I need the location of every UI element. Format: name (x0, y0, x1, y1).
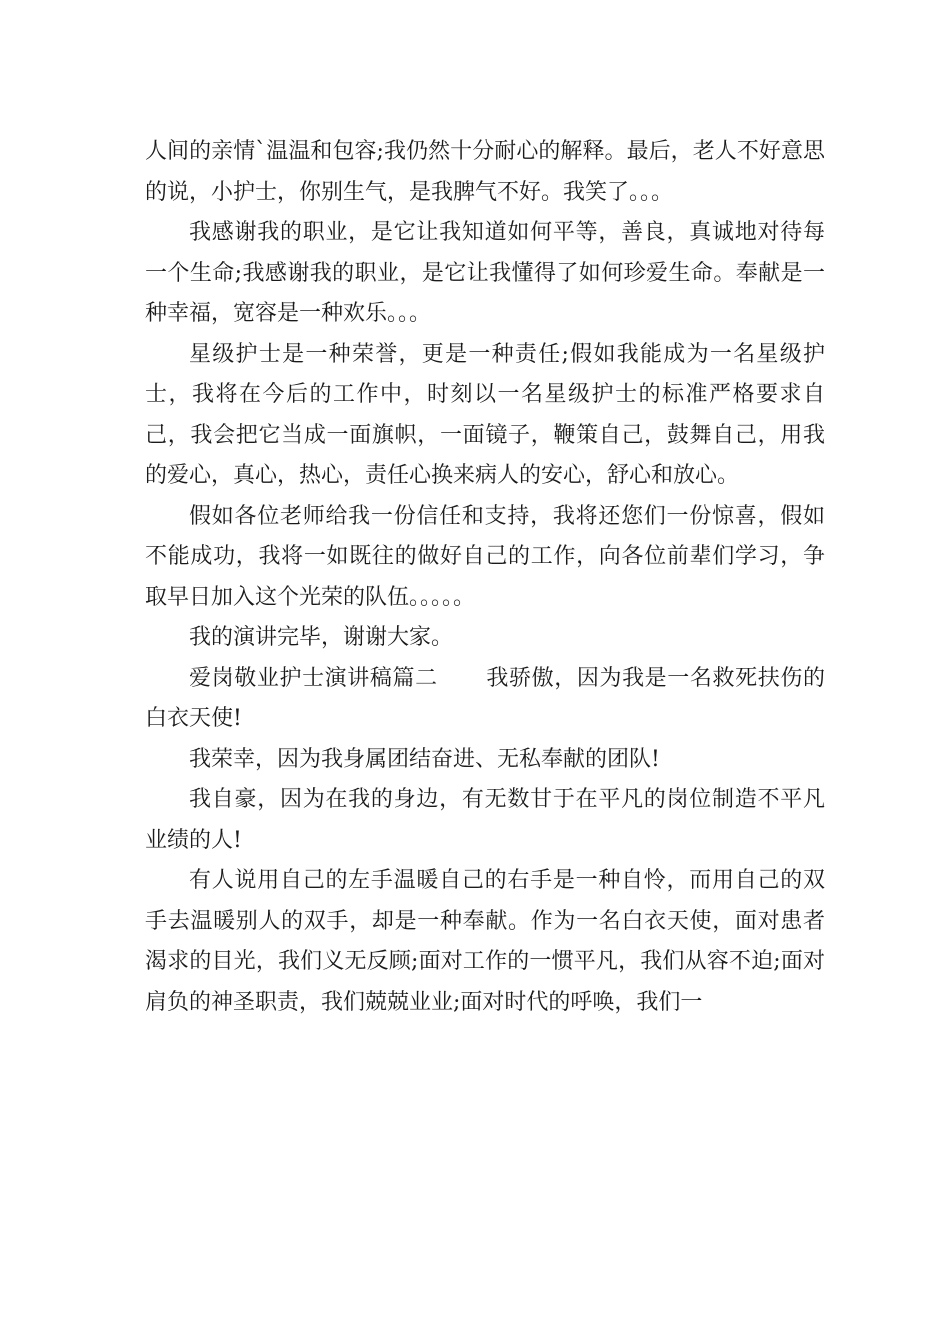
paragraph-5: 我的演讲完毕，谢谢大家。 (189, 625, 454, 650)
section-heading-paragraph (145, 659, 825, 740)
paragraph-3: 星级护士是一种荣誉，更是一种责任;假如我能成为一名星级护士，我将在今后的工作中，时刻以一名星级护士的标准严格要求自己，我会把它当成一面旗帜，一面镜子，鞭策自己，鼓舞自己，用我的爱心，真心，热心，责任心换来病人的安心，舒心和放心。 (145, 341, 825, 488)
paragraph-1: 人间的亲情`温温和包容;我仍然十分耐心的解释。最后，老人不好意思的说，小护士，你别生气，是我脾气不好。我笑了。。。 (145, 139, 825, 205)
document-body (145, 132, 825, 1023)
section-title: 爱岗敬业护士演讲稿篇二 (189, 665, 438, 691)
paragraph-9: 有人说用自己的左手温暖自己的右手是一种自怜，而用自己的双手去温暖别人的双手，却是一种奉献。作为一名白衣天使，面对患者渴求的目光，我们义无反顾;面对工作的一惯平凡，我们从容不迫;面对肩负的神圣职责，我们兢兢业业;面对时代的呼唤，我们一 (145, 868, 825, 1015)
paragraph-8: 我自豪，因为在我的身边，有无数甘于在平凡的岗位制造不平凡业绩的人! (145, 787, 825, 853)
paragraph-2: 我感谢我的职业，是它让我知道如何平等，善良，真诚地对待每一个生命;我感谢我的职业，是它让我懂得了如何珍爱生命。奉献是一种幸福，宽容是一种欢乐。。。 (145, 220, 825, 326)
section-opening-text: 我骄傲，因为我是一名救死扶伤的白衣天使! (145, 665, 825, 731)
paragraph-7: 我荣幸，因为我身属团结奋进、无私奉献的团队! (189, 746, 660, 772)
paragraph-4: 假如各位老师给我一份信任和支持，我将还您们一份惊喜，假如不能成功，我将一如既往的做好自己的工作，向各位前辈们学习，争取早日加入这个光荣的队伍。。。。。 (145, 503, 825, 610)
